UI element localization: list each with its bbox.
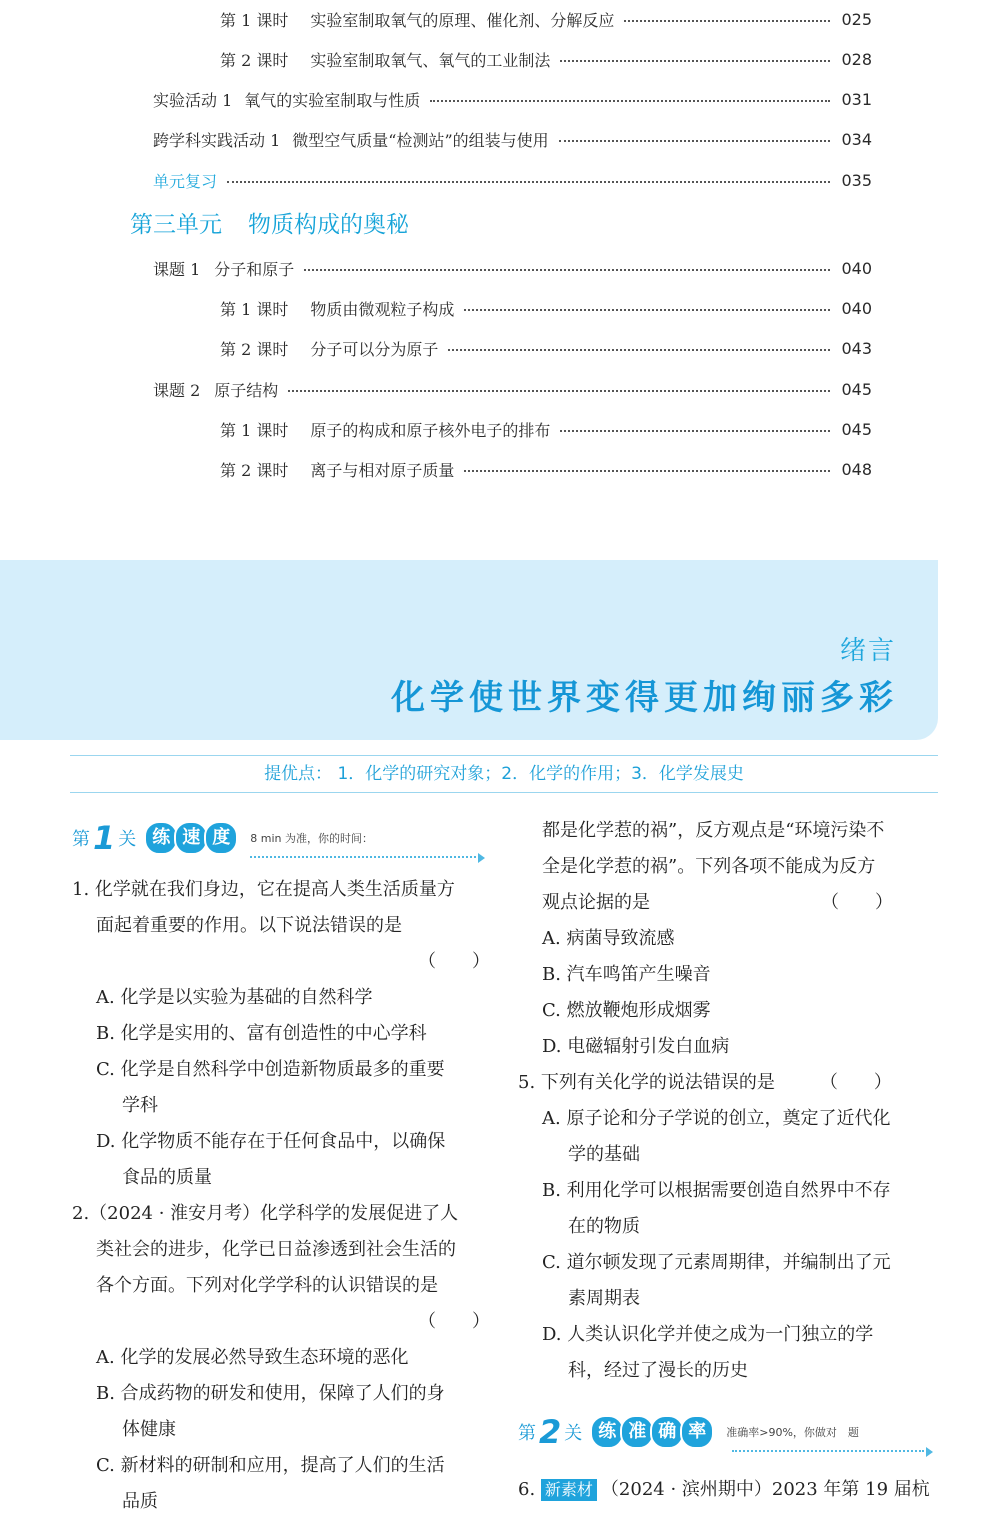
level-badge-char: 练 <box>590 1415 624 1449</box>
chapter-title: 化学使世界变得更加绚丽多彩 <box>391 678 898 718</box>
level-badge-char: 速 <box>174 821 208 855</box>
toc-row[interactable] <box>220 45 872 73</box>
toc-leader <box>559 140 830 142</box>
toc-label: 课题 2 <box>153 380 201 400</box>
level-badge-char: 度 <box>204 821 238 855</box>
toc-page: 034 <box>841 129 872 149</box>
toc-leader <box>448 349 830 351</box>
toc-leader <box>304 269 830 271</box>
option-c-cont: 品质 <box>122 1491 158 1512</box>
option-a-cont: 学的基础 <box>568 1144 640 1165</box>
chapter-subtitle: 绪言 <box>839 636 896 666</box>
option-c[interactable]: C. 燃放鞭炮形成烟雾 <box>542 1000 711 1021</box>
option-d[interactable]: D. 电磁辐射引发白血病 <box>542 1036 730 1057</box>
toc-leader <box>464 309 830 311</box>
toc-title: 离子与相对原子质量 <box>310 460 455 480</box>
toc-page: 031 <box>841 89 872 109</box>
option-c-cont: 学科 <box>122 1095 158 1116</box>
toc-leader <box>560 430 830 432</box>
question-line: 5. 下列有关化学的说法错误的是 （ ） <box>518 1072 892 1093</box>
option-b[interactable]: B. 汽车鸣笛产生噪音 <box>542 964 711 985</box>
level-underline <box>250 856 476 858</box>
question-line: 面起着重要的作用。以下说法错误的是 <box>96 915 402 936</box>
level-underline <box>732 1450 924 1452</box>
toc-page: 045 <box>841 419 872 439</box>
toc-row[interactable] <box>153 254 872 282</box>
toc-title: 分子可以分为原子 <box>310 339 439 359</box>
level-number: 2 <box>539 1413 562 1451</box>
level-note: 8 min 为准，你的时间： <box>250 832 373 845</box>
option-d-cont: 科，经过了漫长的历史 <box>568 1360 748 1381</box>
toc-row-review[interactable] <box>153 166 872 194</box>
toc-leader <box>227 181 830 183</box>
toc-row[interactable] <box>153 125 872 153</box>
toc-leader <box>624 20 830 22</box>
toc-row[interactable] <box>153 85 872 113</box>
toc-label: 第 1 课时 <box>220 299 289 319</box>
toc-label: 第 1 课时 <box>220 420 289 440</box>
toc-page: 025 <box>841 9 872 29</box>
toc-title: 氧气的实验室制取与性质 <box>244 90 421 110</box>
question-line: 观点论据的是 （ ） <box>542 892 893 913</box>
arrow-right-icon <box>478 853 485 863</box>
level-badge-char: 准 <box>620 1415 654 1449</box>
level-di: 第 <box>518 1423 536 1444</box>
option-c-cont: 素周期表 <box>568 1288 640 1309</box>
toc-title: 实验室制取氧气、氧气的工业制法 <box>310 50 551 70</box>
toc-label: 第 2 课时 <box>220 460 289 480</box>
level-1-header <box>72 816 488 860</box>
answer-bracket[interactable]: （ ） <box>418 951 490 972</box>
option-d[interactable]: D. 人类认识化学并使之成为一门独立的学 <box>542 1324 874 1345</box>
new-material-tag: 新素材 <box>541 1479 597 1501</box>
arrow-right-icon <box>926 1447 933 1457</box>
chapter-banner <box>0 560 938 740</box>
option-a[interactable]: A. 病菌导致流感 <box>542 928 675 949</box>
level-badge-char: 确 <box>650 1415 684 1449</box>
level-di: 第 <box>72 829 90 850</box>
unit-heading[interactable] <box>130 206 409 239</box>
option-b-cont: 体健康 <box>122 1419 176 1440</box>
toc-leader <box>430 100 830 102</box>
toc-label: 单元复习 <box>153 171 218 191</box>
toc-leader <box>560 60 830 62</box>
option-b[interactable]: B. 合成药物的研发和使用，保障了人们的身 <box>96 1383 445 1404</box>
question-line: 2.（2024 · 淮安月考）化学科学的发展促进了人 <box>72 1203 459 1224</box>
toc-page: 040 <box>841 258 872 278</box>
toc-row[interactable] <box>153 375 872 403</box>
level-badge-char: 率 <box>680 1415 714 1449</box>
toc-leader <box>288 390 830 392</box>
toc-title: 微型空气质量“检测站”的组装与使用 <box>292 130 549 150</box>
option-d-cont: 食品的质量 <box>122 1167 212 1188</box>
option-a[interactable]: A. 化学的发展必然导致生态环境的恶化 <box>96 1347 409 1368</box>
toc-row[interactable] <box>220 5 872 33</box>
toc-label: 第 2 课时 <box>220 50 289 70</box>
toc-row[interactable] <box>220 294 872 322</box>
toc-label: 课题 1 <box>153 259 201 279</box>
question-line: （2024 · 滨州期中）2023 年第 19 届杭 <box>600 1479 930 1500</box>
toc-page: 035 <box>841 170 872 190</box>
question-line: 类社会的进步，化学已日益渗透到社会生活的 <box>96 1239 456 1260</box>
level-number: 1 <box>93 819 116 857</box>
toc-row[interactable] <box>220 334 872 362</box>
unit-title: 物质构成的奥秘 <box>248 212 409 238</box>
toc-title: 物质由微观粒子构成 <box>310 299 455 319</box>
toc-label: 跨学科实践活动 1 <box>153 130 281 150</box>
toc-page: 043 <box>841 338 872 358</box>
question-6: 6. 新素材 （2024 · 滨州期中）2023 年第 19 届杭 <box>518 1479 930 1500</box>
left-column <box>72 872 490 1520</box>
toc-title: 分子和原子 <box>214 259 295 279</box>
toc-page: 045 <box>841 379 872 399</box>
option-b-cont: 在的物质 <box>568 1216 640 1237</box>
table-of-contents <box>0 0 1000 500</box>
option-b[interactable]: B. 化学是实用的、富有创造性的中心学科 <box>96 1023 427 1044</box>
toc-page: 040 <box>841 298 872 318</box>
question-line: 各个方面。下列对化学学科的认识错误的是 <box>96 1275 438 1296</box>
toc-leader <box>464 470 830 472</box>
level-guan: 关 <box>118 829 137 850</box>
level-badge-char: 练 <box>144 821 178 855</box>
option-d[interactable]: D. 化学物质不能存在于任何食品中，以确保 <box>96 1131 446 1152</box>
toc-row[interactable] <box>220 455 872 483</box>
question-line: 1. 化学就在我们身边，它在提高人类生活质量方 <box>72 879 455 900</box>
right-column <box>518 813 938 1389</box>
toc-title: 原子的构成和原子核外电子的排布 <box>310 420 551 440</box>
option-c[interactable]: C. 新材料的研制和应用，提高了人们的生活 <box>96 1455 445 1476</box>
unit-label: 第三单元 <box>130 212 222 238</box>
question-line: 都是化学惹的祸”，反方观点是“环境污染不 <box>542 820 885 841</box>
level-note: 准确率>90%，你做对 题 <box>726 1426 859 1439</box>
key-points-bar: 提优点： 1．化学的研究对象；2．化学的作用；3．化学发展史 <box>70 755 938 793</box>
toc-row[interactable] <box>220 415 872 443</box>
toc-page: 048 <box>841 459 872 479</box>
toc-label: 第 1 课时 <box>220 10 289 30</box>
toc-title: 原子结构 <box>214 380 279 400</box>
option-b[interactable]: B. 利用化学可以根据需要创造自然界中不存 <box>542 1180 891 1201</box>
level-2-header <box>518 1410 936 1454</box>
option-c[interactable]: C. 化学是自然科学中创造新物质最多的重要 <box>96 1059 445 1080</box>
answer-bracket[interactable]: （ ） <box>418 1311 490 1332</box>
option-c[interactable]: C. 道尔顿发现了元素周期律，并编制出了元 <box>542 1252 891 1273</box>
level-guan: 关 <box>564 1423 583 1444</box>
toc-label: 第 2 课时 <box>220 339 289 359</box>
option-a[interactable]: A. 化学是以实验为基础的自然科学 <box>96 987 373 1008</box>
toc-label: 实验活动 1 <box>153 90 233 110</box>
toc-title: 实验室制取氧气的原理、催化剂、分解反应 <box>310 10 615 30</box>
option-a[interactable]: A. 原子论和分子学说的创立，奠定了近代化 <box>542 1108 891 1129</box>
toc-page: 028 <box>841 49 872 69</box>
question-line: 全是化学惹的祸”。下列各项不能成为反方 <box>542 856 876 877</box>
